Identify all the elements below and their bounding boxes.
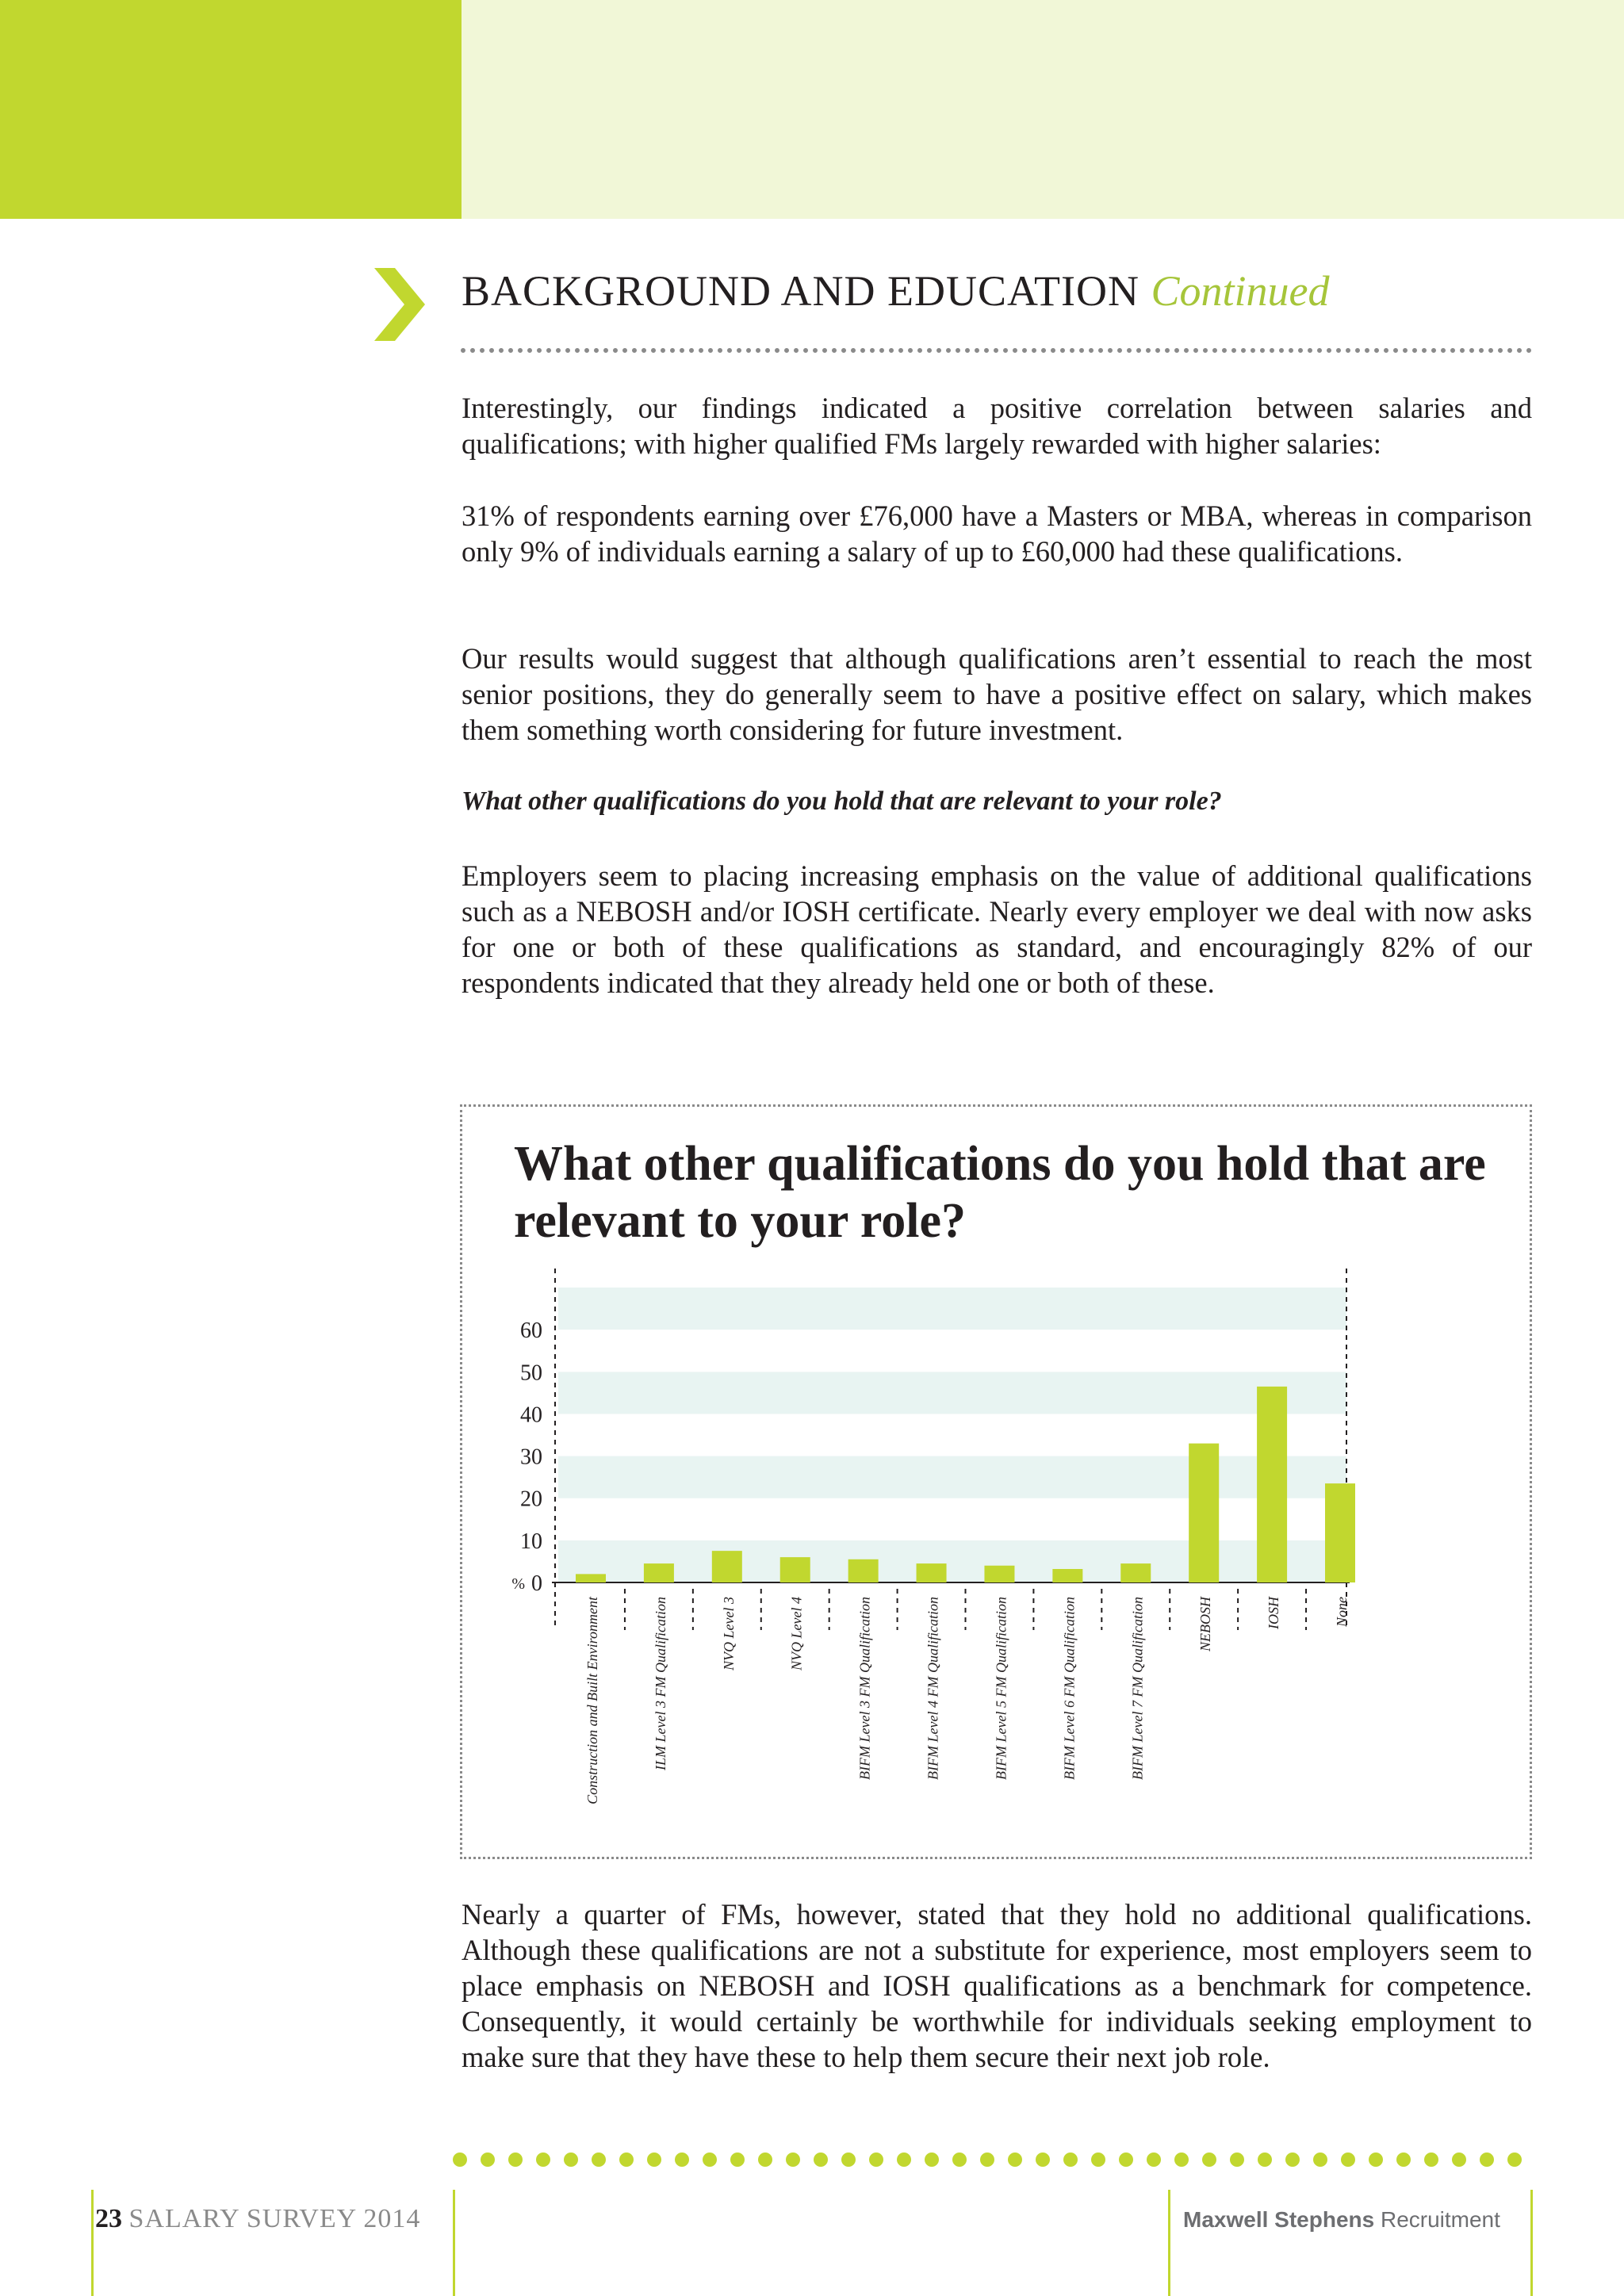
footer-dotted-divider <box>450 2150 1538 2169</box>
grid-band <box>558 1330 1346 1372</box>
grid-band <box>558 1456 1346 1498</box>
bar <box>1189 1444 1219 1582</box>
heading-title: BACKGROUND AND EDUCATION <box>462 267 1140 315</box>
category-label: ILM Level 3 FM Qualification <box>652 1597 668 1770</box>
paragraph-employers: Employers seem to placing increasing emphasis on the value of additional qualifications such as a NEBOSH and/or IOSH certificate. Nearly every employer we deal with now asks for one or both of these qualifications as standard, and encouragingly 82% of our respondents indicated that they already held one or both of these. <box>462 859 1532 999</box>
category-label: BIFM Level 3 FM Qualification <box>856 1597 873 1780</box>
y-tick-label: 50 <box>520 1360 542 1386</box>
footer-rule-right-a <box>1168 2190 1170 2296</box>
category-label: BIFM Level 5 FM Qualification <box>993 1597 1009 1780</box>
grid-band <box>558 1372 1346 1414</box>
category-label: NVQ Level 4 <box>788 1597 805 1670</box>
category-label: IOSH <box>1266 1597 1282 1629</box>
paragraph-conclusion: Nearly a quarter of FMs, however, stated that they hold no additional qualifications. Although these qualifications are not a substitute for experience, most employers seem to place emphasis on NEBOSH and IOSH qualifications as a benchmark for competence. Consequently, it would certainly be worthwhile for individuals seeking employment to make sure that they have these to help them secure their next job role. <box>462 1898 1532 2073</box>
bar <box>1120 1563 1151 1582</box>
bar <box>644 1563 674 1582</box>
header-green-block <box>0 0 462 219</box>
bar <box>1257 1387 1287 1582</box>
paragraph-intro: Interestingly, our findings indicated a positive correlation between salaries and qualifications; with higher qualified FMs largely rewarded with higher salaries: <box>462 392 1532 460</box>
page-number: 23 <box>95 2204 122 2233</box>
category-label: NEBOSH <box>1197 1597 1214 1651</box>
grid-band <box>558 1498 1346 1540</box>
category-label: Construction and Built Environment <box>584 1597 600 1804</box>
footer-publication <box>95 2204 420 2234</box>
grid-band <box>558 1288 1346 1330</box>
paragraph-statistic: 31% of respondents earning over £76,000 have a Masters or MBA, whereas in comparison only 9% of individuals earning a salary of up to £60,000 had these qualifications. <box>462 499 1532 568</box>
y-unit-label: % <box>511 1575 525 1593</box>
category-label: BIFM Level 6 FM Qualification <box>1061 1597 1078 1780</box>
header-pale-block <box>462 0 1624 219</box>
category-label: NVQ Level 3 <box>720 1597 737 1670</box>
bar <box>712 1551 742 1582</box>
bar <box>917 1563 947 1582</box>
paragraph-suggestion: Our results would suggest that although qualifications aren’t essential to reach the most senior positions, they do generally seem to have a positive effect on salary, which makes them something worth considering for future investment. <box>462 642 1532 746</box>
heading-dotted-divider <box>460 346 1535 354</box>
footer-rule-right-b <box>1530 2190 1533 2296</box>
bar <box>1325 1483 1355 1582</box>
grid-band <box>558 1414 1346 1456</box>
y-tick-label: 60 <box>520 1318 542 1344</box>
y-tick-label: 0 <box>531 1571 542 1596</box>
y-tick-label: 10 <box>520 1529 542 1554</box>
qualifications-bar-chart <box>460 1237 1380 1847</box>
category-label: None <box>1334 1597 1350 1627</box>
bar <box>576 1574 606 1582</box>
y-tick-label: 40 <box>520 1402 542 1428</box>
section-heading <box>462 266 1330 316</box>
grid-band <box>558 1540 1346 1582</box>
bar <box>1052 1569 1082 1582</box>
chart-title: What other qualifications do you hold that are relevant to your role? <box>514 1137 1486 1248</box>
brand-name: Maxwell Stephens <box>1183 2207 1375 2232</box>
footer-rule-mid <box>453 2190 455 2296</box>
y-tick-label: 30 <box>520 1445 542 1470</box>
brand-suffix: Recruitment <box>1380 2207 1500 2232</box>
chevron-right-icon <box>374 268 425 341</box>
category-label: BIFM Level 7 FM Qualification <box>1129 1597 1146 1780</box>
bar <box>984 1566 1014 1582</box>
footer-brand <box>1183 2207 1500 2233</box>
footer-rule-left <box>91 2190 94 2296</box>
heading-continued: Continued <box>1151 267 1330 315</box>
category-label: BIFM Level 4 FM Qualification <box>925 1597 941 1780</box>
bar <box>780 1557 810 1582</box>
bar <box>848 1559 879 1582</box>
publication-title: SALARY SURVEY 2014 <box>128 2204 421 2233</box>
question-heading: What other qualifications do you hold that are relevant to your role? <box>462 786 1222 816</box>
y-tick-label: 20 <box>520 1487 542 1512</box>
